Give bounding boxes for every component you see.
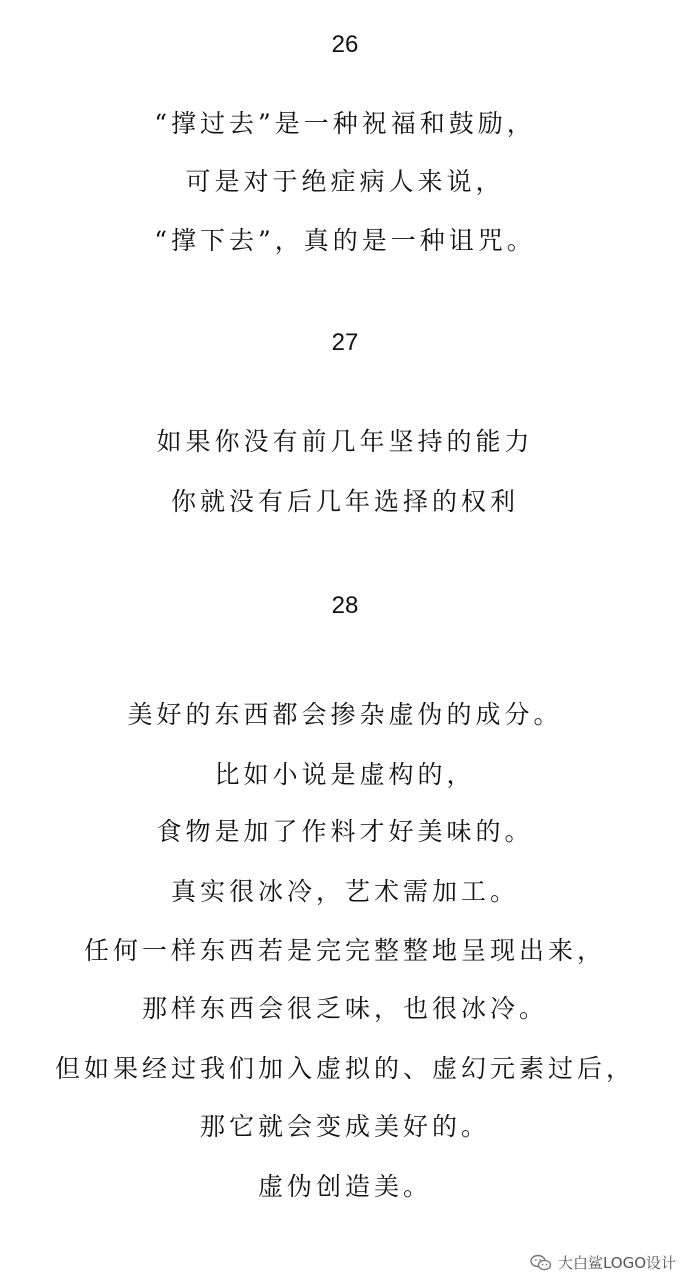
text-line: 食物是加了作料才好美味的。: [156, 817, 534, 846]
section-number-27: 27: [331, 329, 359, 356]
text-line: 美好的东西都会掺杂虚伪的成分。: [127, 700, 563, 729]
wechat-icon: [530, 1254, 552, 1272]
text-line: 虚伪创造美。: [257, 1172, 432, 1201]
text-line: 但如果经过我们加入虚拟的、虚幻元素过后，: [54, 1054, 635, 1083]
text-line: “撑下去”，真的是一种诅咒。: [154, 226, 536, 255]
text-line: 那样东西会很乏味，也很冰冷。: [141, 994, 548, 1023]
text-line: 如果你没有前几年坚持的能力: [156, 427, 534, 456]
watermark-text: 大白鲨LOGO设计: [557, 1254, 676, 1272]
text-line: 任何一样东西若是完完整整地呈现出来，: [83, 936, 606, 965]
text-line: “撑过去”是一种祝福和鼓励，: [154, 109, 536, 138]
text-line: 你就没有后几年选择的权利: [170, 487, 519, 516]
text-line: 可是对于绝症病人来说，: [185, 167, 505, 196]
text-line: 比如小说是虚构的，: [214, 760, 476, 789]
section-number-28: 28: [331, 592, 359, 619]
watermark: [530, 1252, 676, 1273]
section-number-26: 26: [331, 31, 359, 58]
text-line: 那它就会变成美好的。: [199, 1112, 490, 1141]
text-line: 真实很冰冷，艺术需加工。: [170, 877, 519, 906]
